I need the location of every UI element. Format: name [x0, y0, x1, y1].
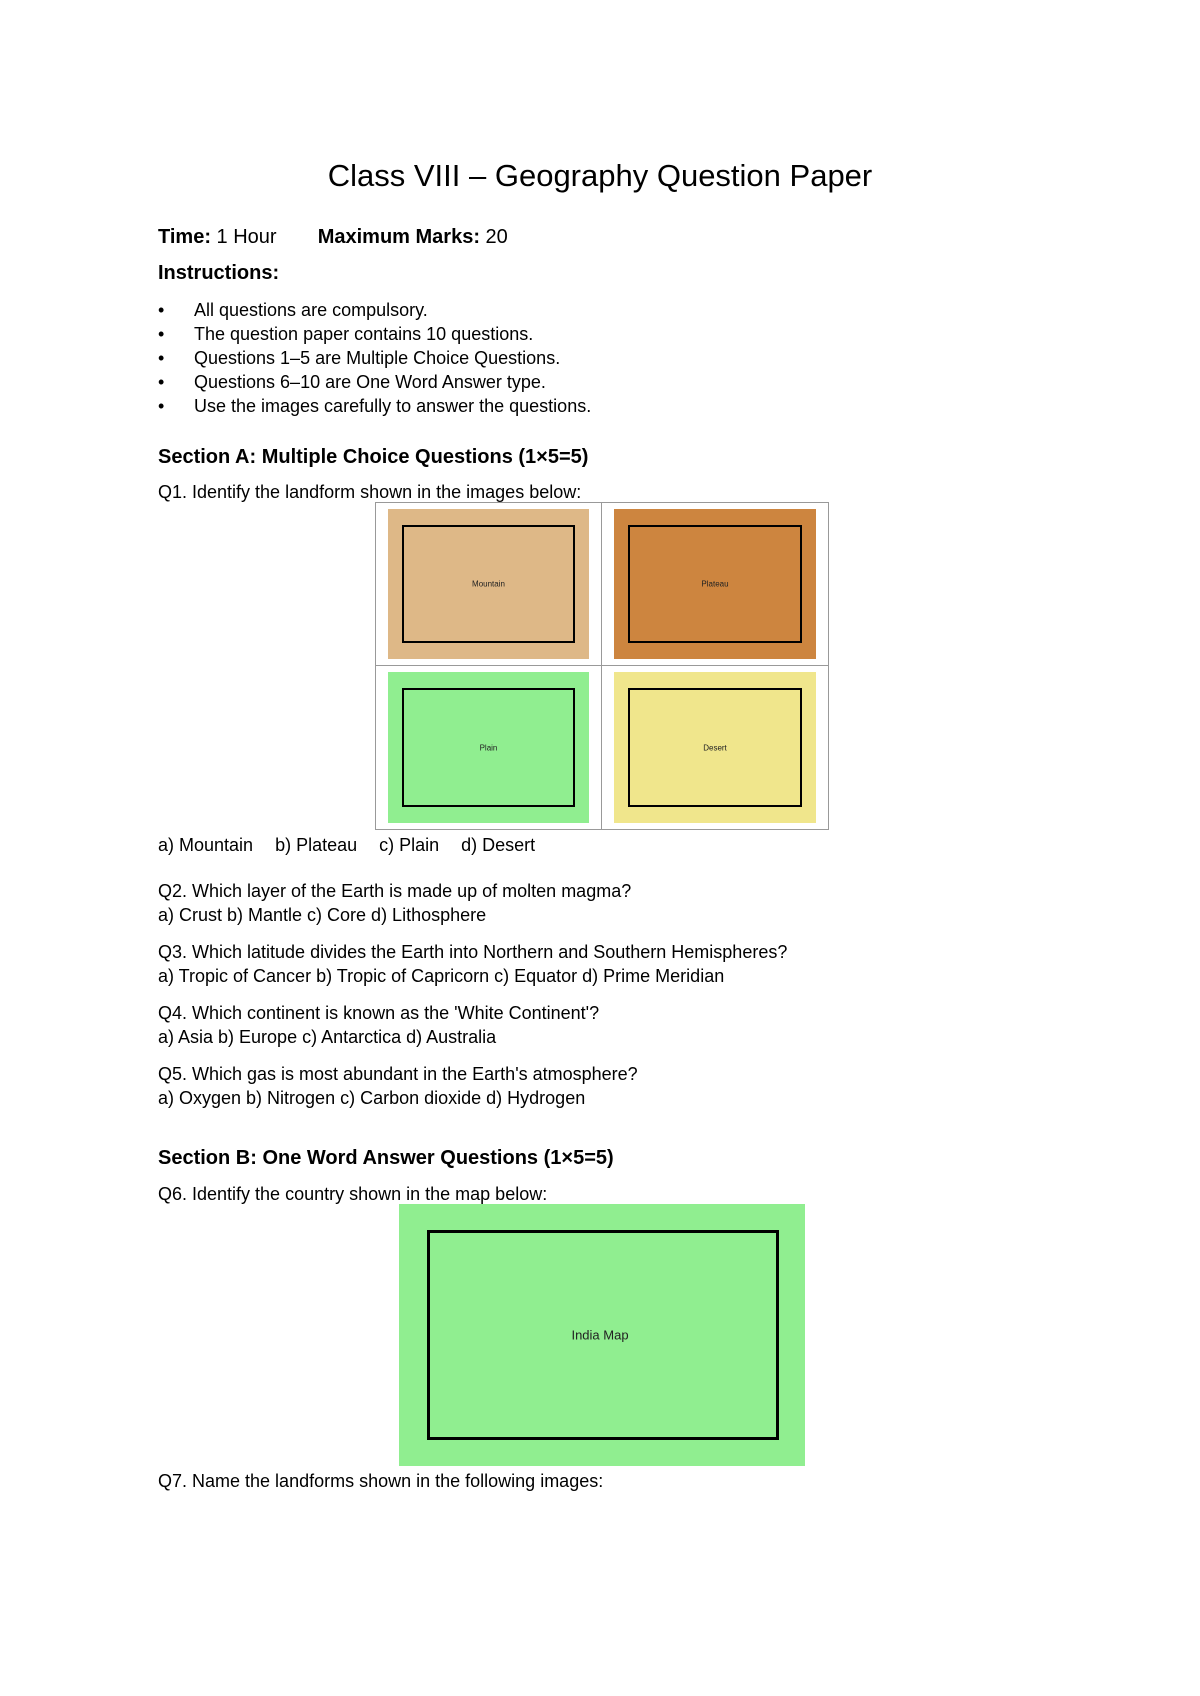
q1-option: c) Plain	[379, 835, 440, 855]
plateau-image	[602, 503, 828, 666]
q4-options: a) Asia b) Europe c) Antarctica d) Australia	[158, 1027, 497, 1047]
plain-image	[376, 666, 602, 829]
instruction-item: • The question paper contains 10 questions.	[158, 324, 534, 344]
marks-label: Maximum Marks:	[317, 226, 480, 248]
image-label: Plateau	[701, 579, 729, 589]
instructions-list	[158, 298, 591, 418]
bullet-icon: •	[158, 324, 165, 344]
q5-text: Q5. Which gas is most abundant in the Earth's atmosphere?	[158, 1064, 638, 1084]
section-a-heading: Section A: Multiple Choice Questions (1×5=5)	[158, 446, 589, 468]
map-label: India Map	[571, 1327, 629, 1343]
image-label: Desert	[703, 743, 727, 752]
q1-option: d) Desert	[461, 835, 536, 855]
section-b-heading: Section B: One Word Answer Questions (1×5=5)	[158, 1147, 614, 1169]
q6-text: Q6. Identify the country shown in the map below:	[158, 1184, 548, 1204]
q7-text: Q7. Name the landforms shown in the following images:	[158, 1471, 604, 1491]
q1-text: Q1. Identify the landform shown in the images below:	[158, 482, 582, 502]
bullet-icon: •	[158, 300, 165, 320]
desert-image	[602, 666, 828, 829]
time-value: 1 Hour	[216, 226, 277, 248]
bullet-icon: •	[158, 396, 165, 416]
instruction-item: • Use the images carefully to answer the questions.	[158, 396, 592, 416]
instructions-heading: Instructions:	[158, 262, 280, 284]
q1-option: a) Mountain	[158, 835, 254, 855]
time-label: Time:	[158, 226, 211, 248]
marks-value: 20	[485, 226, 508, 248]
instruction-item: • All questions are compulsory.	[158, 300, 428, 320]
q2-options: a) Crust b) Mantle c) Core d) Lithosphere	[158, 905, 487, 925]
q2-text: Q2. Which layer of the Earth is made up of molten magma?	[158, 881, 632, 901]
image-label: Mountain	[472, 579, 505, 589]
instruction-item: • Questions 1–5 are Multiple Choice Questions.	[158, 348, 561, 368]
q1-image-grid	[375, 502, 829, 830]
q4-text: Q4. Which continent is known as the 'White Continent'?	[158, 1003, 600, 1023]
india-map-image	[399, 1204, 805, 1466]
instruction-item: • Questions 6–10 are One Word Answer type.	[158, 372, 546, 392]
page-title: Class VIII – Geography Question Paper	[327, 158, 873, 193]
q3-text: Q3. Which latitude divides the Earth into Northern and Southern Hemispheres?	[158, 942, 788, 962]
q1-option: b) Plateau	[275, 835, 358, 855]
q3-options: a) Tropic of Cancer b) Tropic of Capricorn c) Equator d) Prime Meridian	[158, 966, 725, 986]
image-label: Plain	[479, 743, 498, 752]
bullet-icon: •	[158, 348, 165, 368]
q1-options	[158, 833, 535, 857]
bullet-icon: •	[158, 372, 165, 392]
paper-meta	[158, 226, 508, 249]
mountain-image	[376, 503, 602, 666]
q5-options: a) Oxygen b) Nitrogen c) Carbon dioxide d) Hydrogen	[158, 1088, 586, 1108]
